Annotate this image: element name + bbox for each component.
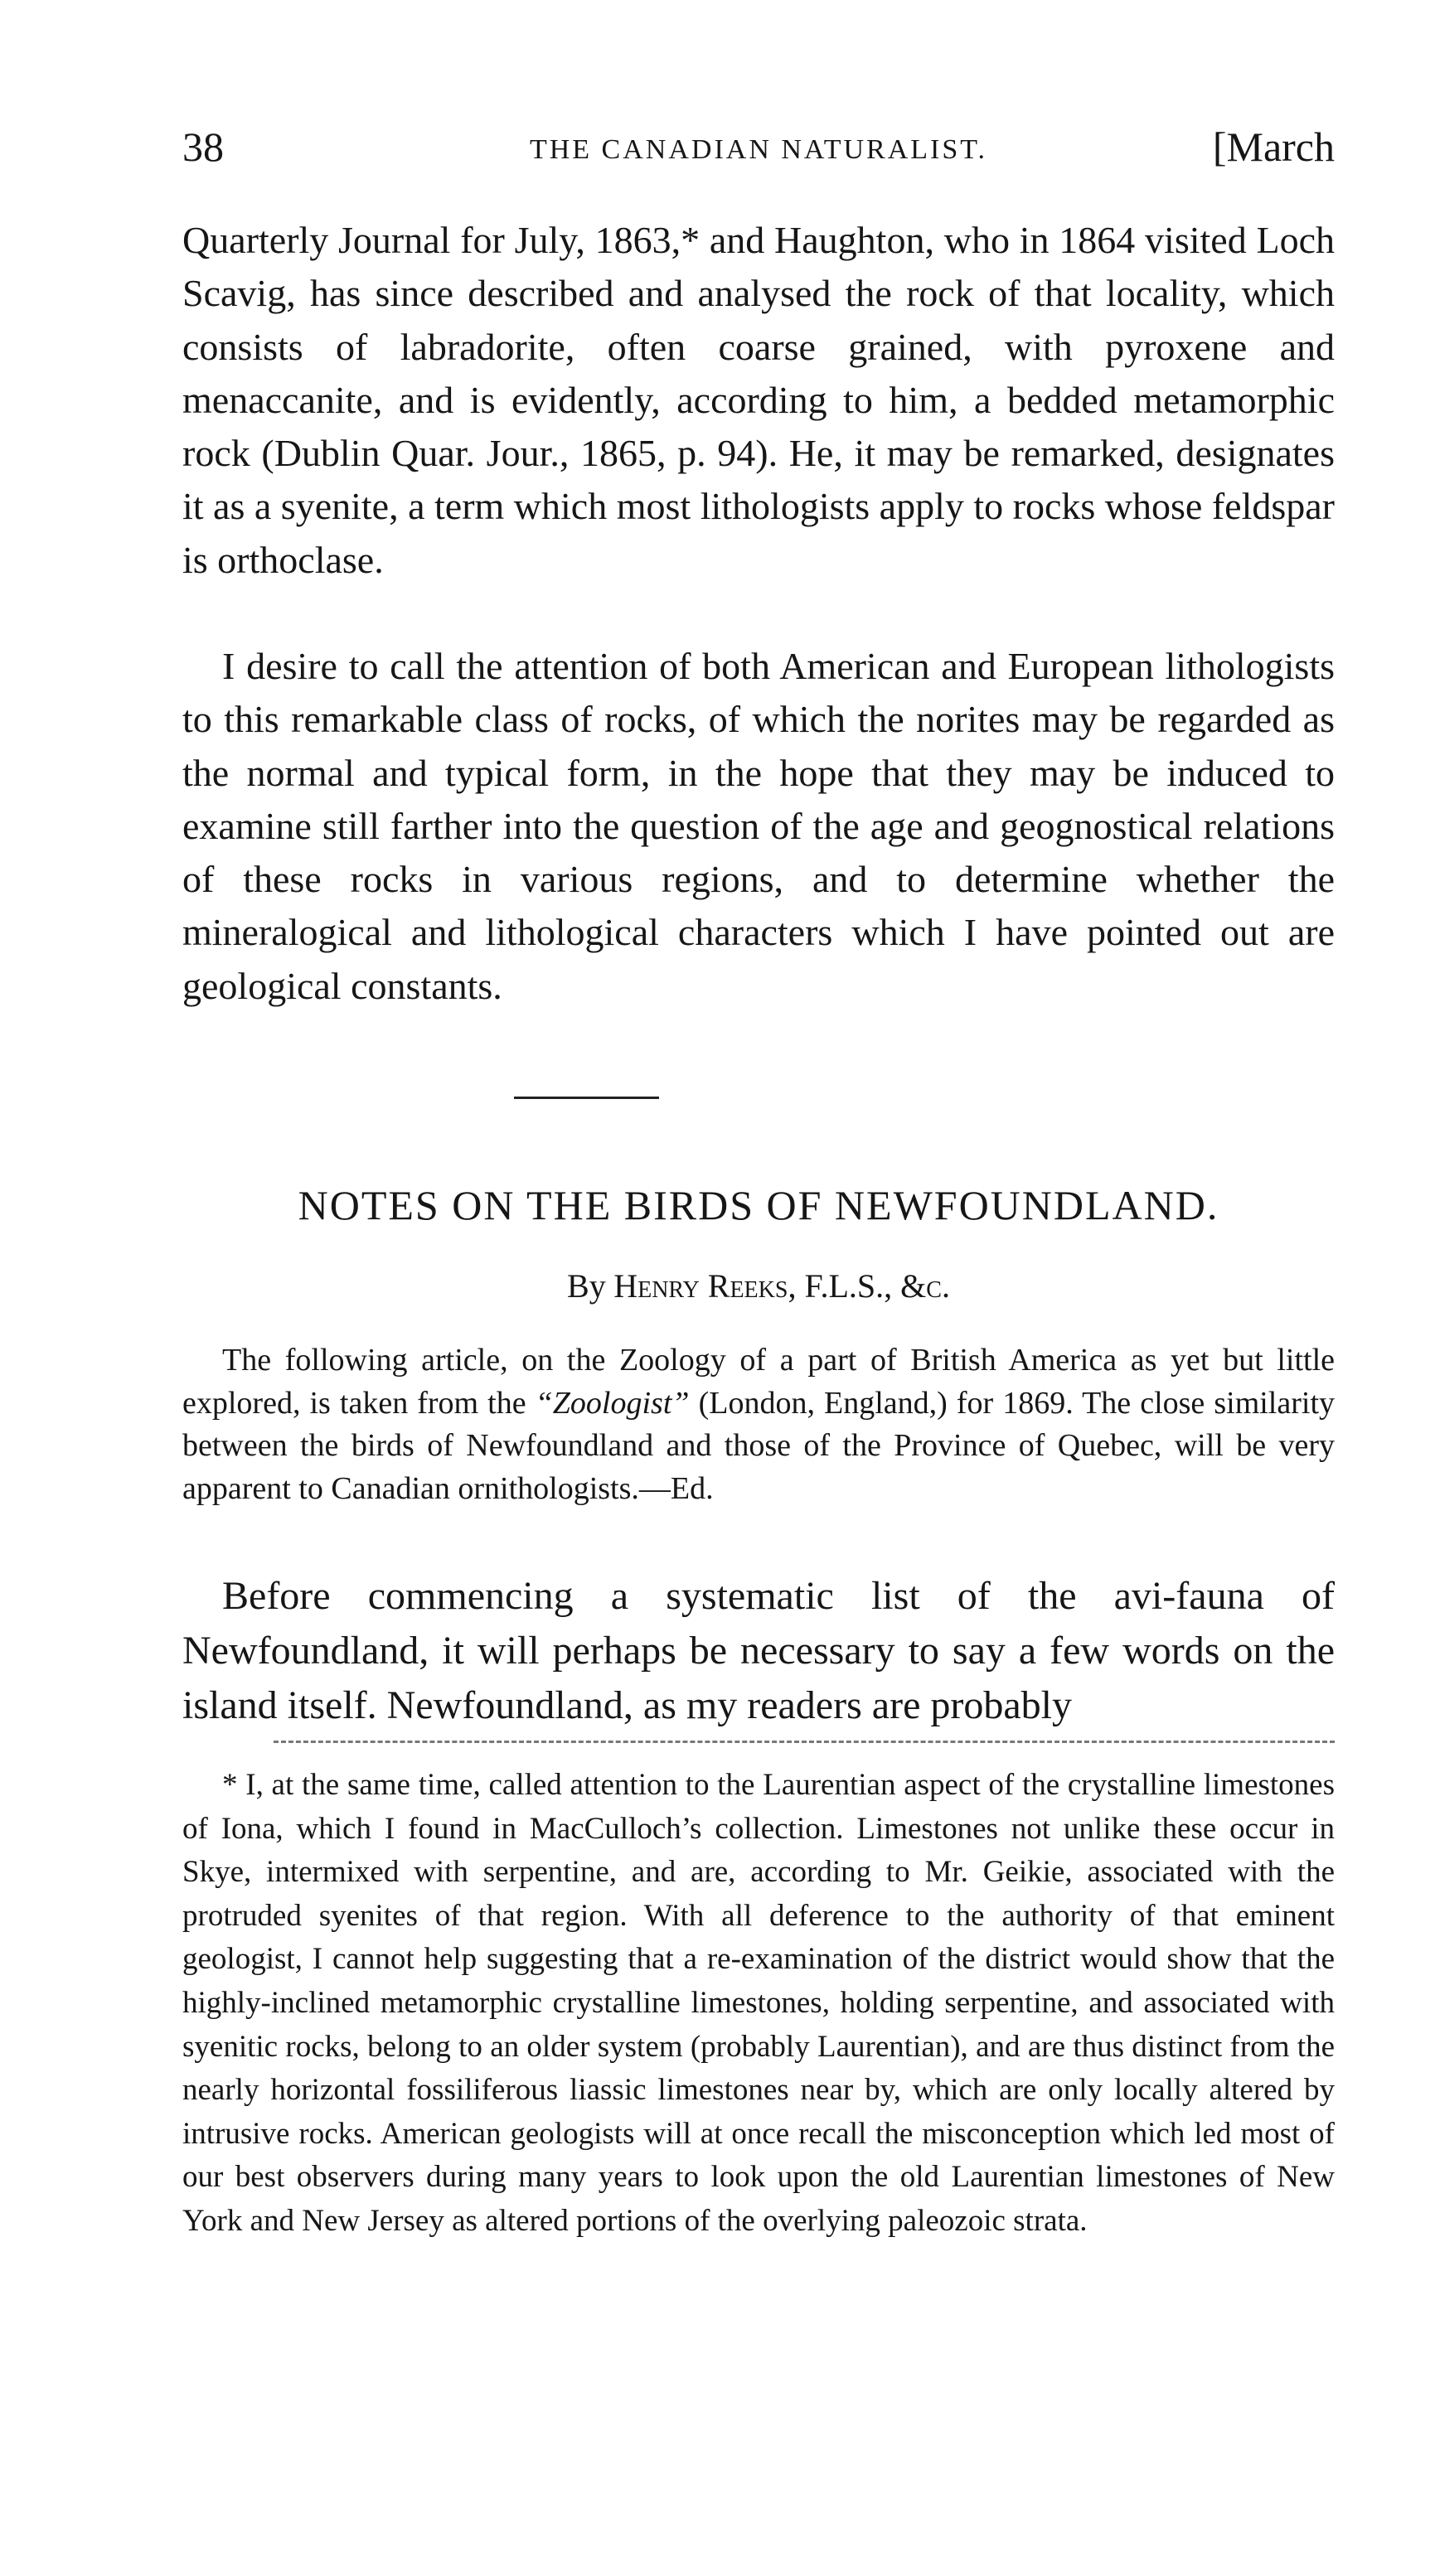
opening-paragraph: Before commencing a systematic list of the avi-fauna of Newfoundland, it will perhaps be necessary to say a few words on the island itself. Newfoundland, as my readers are probably — [182, 1574, 1335, 1727]
footnote-separator — [274, 1741, 1335, 1746]
page-number: 38 — [182, 123, 224, 170]
editor-note-block — [182, 1339, 1335, 1510]
opening-paragraph-block — [182, 1569, 1335, 1733]
section-divider — [514, 1097, 659, 1099]
footnote: * I, at the same time, called attention to the Laurentian aspect of the crystalline limestones of Iona, which I found in MacCulloch’s collection. Limestones not unlike these occur in Skye, intermixed with serpentine, and are, according to Mr. Geikie, associated with the protruded syenites of that region. With all deference to the authority of that eminent geologist, I cannot help suggesting that a re-examination of the district would show that the highly-inclined metamorphic crystalline limestones, holding serpentine, and associated with syenitic rocks, belong to an older system (probably Laurentian), and are thus distinct from the nearly horizontal fossiliferous liassic limestones near by, which are only locally altered by intrusive rocks. American geologists will at once recall the misconception which led most of our best observers during many years to look upon the old Laurentian limestones of New York and New Jersey as altered portions of the overlying paleozoic strata. — [182, 1768, 1335, 2238]
editor-note-text-2: (London, England,) for 1869. The close similarity between the birds of Newfoundland and those of the Province of Quebec, will be very apparent to Canadian ornithologists.—Ed. — [182, 1385, 1336, 1506]
article-title: NOTES ON THE BIRDS OF NEWFOUNDLAND. — [298, 1182, 1219, 1228]
author-name: Henry Reeks, F.L.S., &c. — [613, 1267, 950, 1305]
editor-note-text-1: The following article, on the Zoology of a part of British America as yet but little explored, is taken from the — [182, 1343, 1335, 1421]
editor-note — [182, 1339, 1335, 1510]
byline-prefix: By — [567, 1267, 606, 1305]
article-byline — [182, 1266, 1335, 1305]
continued-paragraph-block — [182, 214, 1335, 587]
closing-paragraph-block — [182, 640, 1335, 1013]
running-header — [182, 123, 1335, 181]
continued-paragraph: Quarterly Journal for July, 1863,* and Haughton, who in 1864 visited Loch Scavig, has since described and analysed the rock of that locality, which consists of labradorite, often coarse grained, with pyroxene and menaccanite, and is evidently, according to him, a bedded metamorphic rock (Dublin Quar. Jour., 1865, p. 94). He, it may be remarked, designates it as a syenite, a term which most lithologists apply to rocks whose feldspar is orthoclase. — [182, 219, 1335, 581]
journal-title: THE CANADIAN NATURALIST. — [529, 134, 988, 165]
editor-note-source: “Zoologist” — [535, 1385, 690, 1421]
footnote-block — [182, 1764, 1335, 2244]
issue-month: [March — [1212, 123, 1335, 170]
closing-paragraph: I desire to call the attention of both American and European lithologists to this remarkable class of rocks, of which the norites may be regarded as the normal and typical form, in the hope that they may be induced to examine still farther into the question of the age and geognostical relations of these rocks in various regions, and to determine whether the mineralogical and lithological characters which I have pointed out are geological constants. — [182, 645, 1335, 1007]
